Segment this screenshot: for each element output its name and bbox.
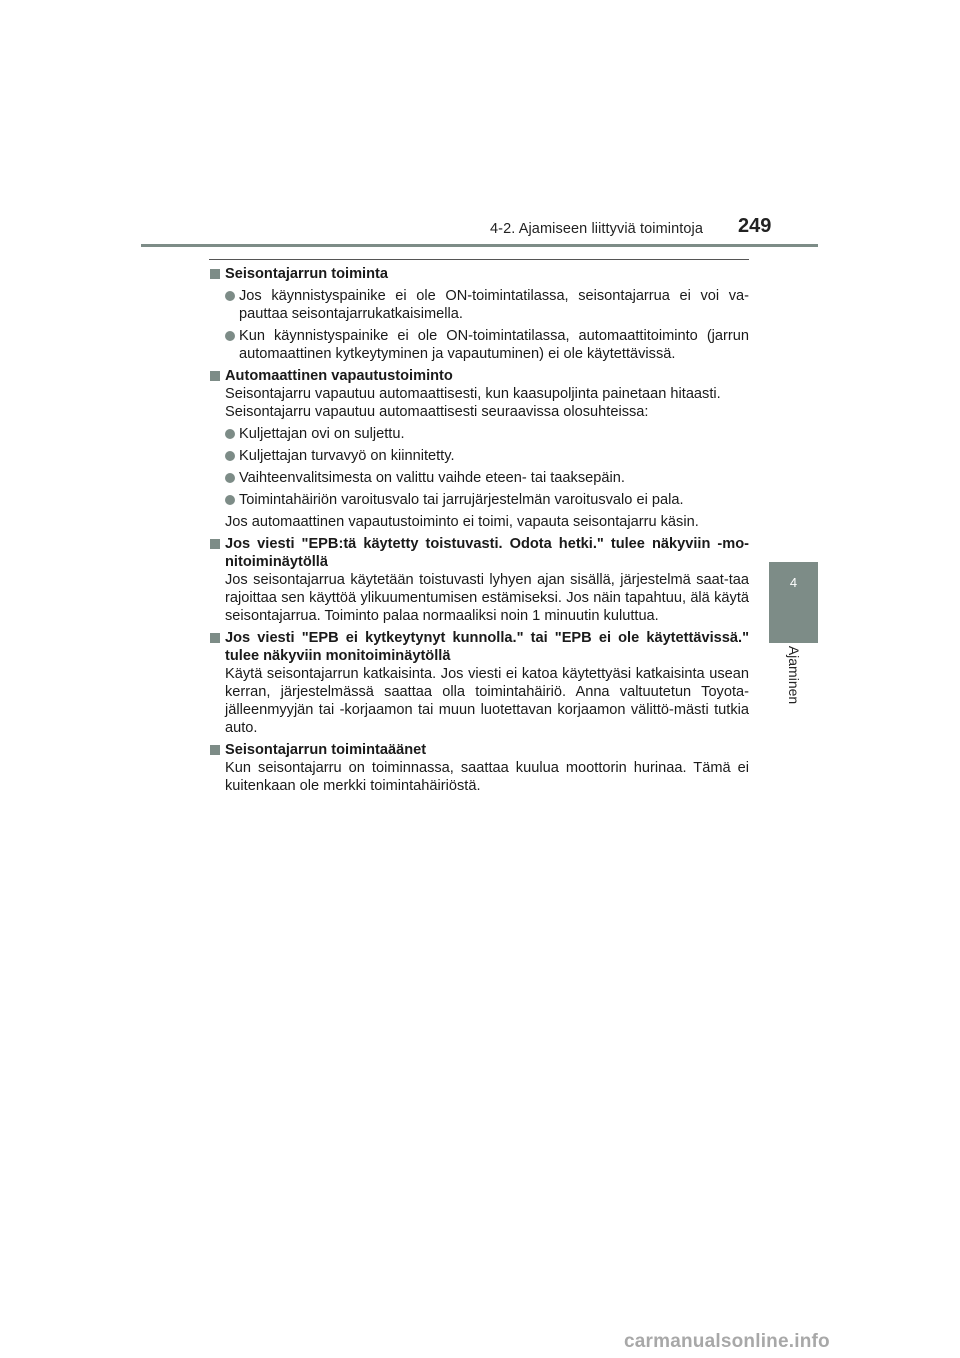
- list-item: [225, 425, 749, 443]
- paragraph: Jos seisontajarrua käytetään toistuvasti lyhyen ajan sisällä, järjestelmä saat-taa rajoittaa sen käyttöä ylikuumentumisen estämiseksi. Jos näin tapahtuu, älä käytä seisontajarrua. Toiminto palaa normaaliksi noin 1 minuutin kuluttua.: [225, 572, 749, 624]
- section-title: Seisontajarrun toimintaäänet: [225, 742, 427, 758]
- list-item: [225, 447, 749, 465]
- page-number: 249: [738, 215, 772, 237]
- section-title: Automaattinen vapautustoiminto: [225, 368, 453, 384]
- list-item-text: Kuljettajan turvavyö on kiinnitetty.: [239, 448, 455, 464]
- section-square-icon: [210, 371, 220, 381]
- bullet-dot-icon: [225, 473, 235, 483]
- watermark-logo: carmanualsonline.info: [624, 1331, 830, 1352]
- header-rule: [141, 244, 818, 247]
- list-item: [225, 491, 749, 509]
- list-item-text: Jos käynnistyspainike ei ole ON-toimintatilassa, seisontajarrua ei voi va-pauttaa seisontajarrukatkaisimella.: [239, 288, 749, 322]
- paragraph: Seisontajarru vapautuu automaattisesti seuraavissa olosuhteissa:: [225, 404, 649, 420]
- section-square-icon: [210, 745, 220, 755]
- section-parking-brake-operation: [209, 265, 749, 363]
- section-square-icon: [210, 539, 220, 549]
- chapter-number: 4: [789, 575, 798, 590]
- section-square-icon: [210, 269, 220, 279]
- bullet-dot-icon: [225, 495, 235, 505]
- section-title: Seisontajarrun toiminta: [225, 266, 388, 282]
- list-item-text: Kuljettajan ovi on suljettu.: [239, 426, 405, 442]
- list-item: [225, 287, 749, 323]
- chapter-tab: [769, 562, 818, 643]
- section-operating-sounds: [209, 741, 749, 795]
- bullet-dot-icon: [225, 451, 235, 461]
- running-header-section: 4-2. Ajamiseen liittyviä toimintoja: [490, 221, 704, 237]
- paragraph: Käytä seisontajarrun katkaisinta. Jos viesti ei katoa käytettyäsi katkaisinta usean kerran, järjestelmässä saattaa olla toimintahäiriö. Anna valtuutetun Toyota-jälleenmyyjän tai -korjaamon tai muun luotettavan korjaamon välittö-mästi tutkia auto.: [225, 666, 749, 736]
- section-epb-used-repeatedly: [209, 535, 749, 625]
- chapter-label: Ajaminen: [786, 645, 802, 705]
- list-item: [225, 327, 749, 363]
- section-epb-not-engaged: [209, 629, 749, 737]
- bullet-dot-icon: [225, 331, 235, 341]
- content-top-rule: [209, 259, 749, 260]
- paragraph: Seisontajarru vapautuu automaattisesti, kun kaasupoljinta painetaan hitaasti.: [225, 386, 721, 402]
- bullet-dot-icon: [225, 429, 235, 439]
- list-item-text: Vaihteenvalitsimesta on valittu vaihde eteen- tai taaksepäin.: [239, 470, 625, 486]
- section-automatic-release: [209, 367, 749, 531]
- paragraph: Kun seisontajarru on toiminnassa, saattaa kuulua moottorin hurinaa. Tämä ei kuitenkaan ole merkki toimintahäiriöstä.: [225, 760, 749, 794]
- section-title: Jos viesti "EPB:tä käytetty toistuvasti. Odota hetki." tulee näkyviin -mo-nitoiminäytöllä: [225, 536, 749, 570]
- paragraph: Jos automaattinen vapautustoiminto ei toimi, vapauta seisontajarru käsin.: [225, 514, 699, 530]
- bullet-dot-icon: [225, 291, 235, 301]
- page-content: [209, 265, 749, 795]
- section-title: Jos viesti "EPB ei kytkeytynyt kunnolla." tai "EPB ei ole käytettävissä." tulee näkyviin monitoiminäytöllä: [225, 630, 749, 664]
- list-item: [225, 469, 749, 487]
- list-item-text: Toimintahäiriön varoitusvalo tai jarrujärjestelmän varoitusvalo ei pala.: [239, 492, 684, 508]
- list-item-text: Kun käynnistyspainike ei ole ON-toimintatilassa, automaattitoiminto (jarrun automaattinen kytkeytyminen ja vapautuminen) ei ole käytettävissä.: [239, 328, 749, 362]
- section-square-icon: [210, 633, 220, 643]
